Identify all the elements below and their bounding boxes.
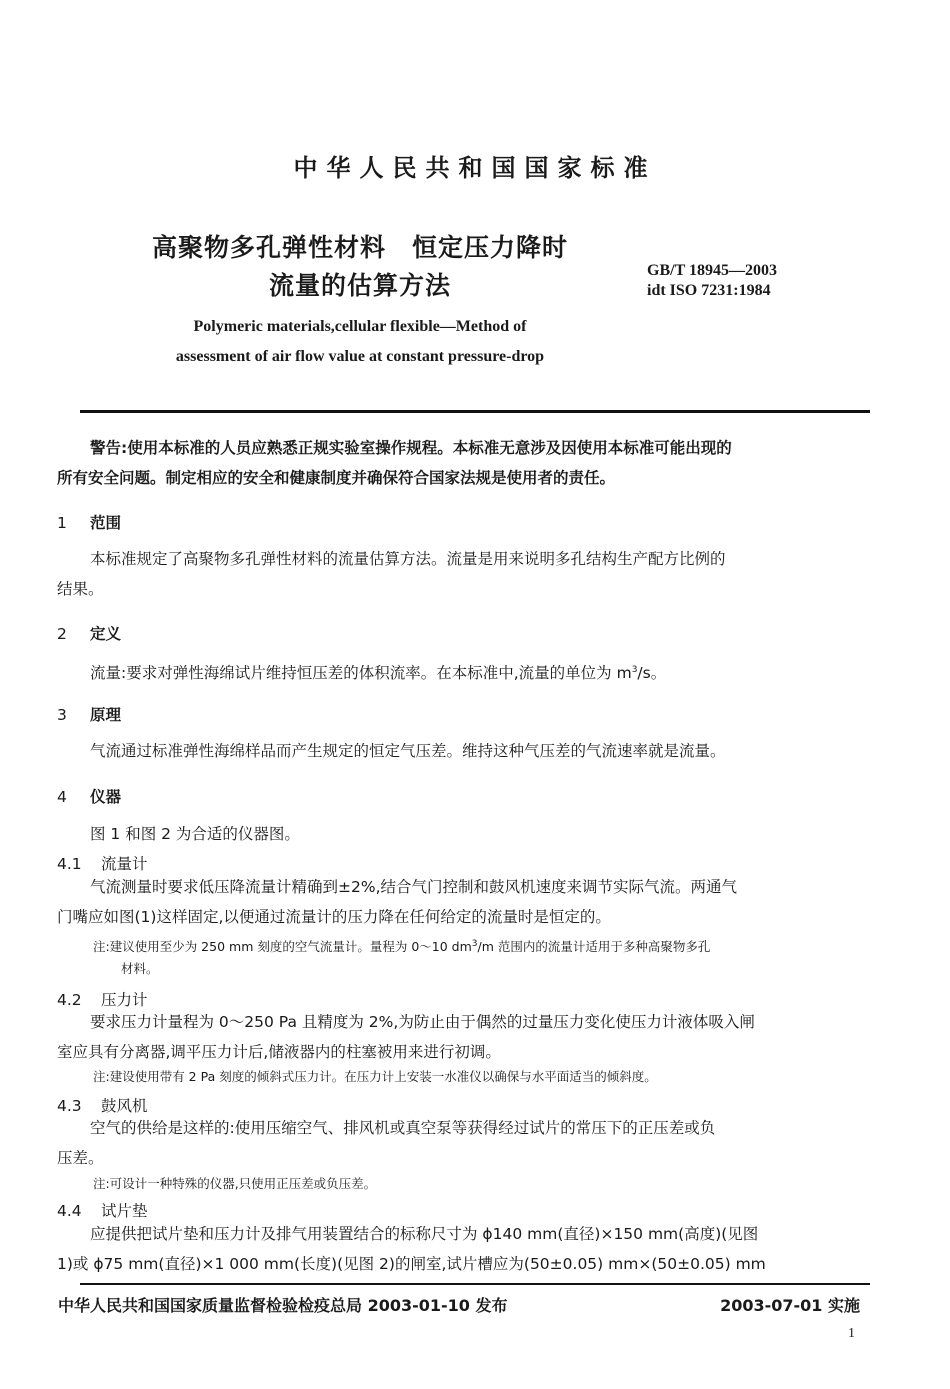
section-4-4-title: 试片垫 [101,1202,148,1220]
section-4-4-heading [57,1199,148,1221]
section-1-number: 1 [57,514,67,532]
section-4-1-note-b: /m 范围内的流量计适用于多种高聚物多孔 [477,939,711,955]
section-1-line-2: 结果。 [57,580,104,598]
section-4-4-number: 4.4 [57,1202,82,1220]
section-4-heading [57,785,121,807]
section-4-1-note-sup: 3 [471,939,478,949]
section-2-title: 定义 [90,625,122,643]
section-1-line-1: 本标准规定了高聚物多孔弹性材料的流量估算方法。流量是用来说明多孔结构生产配方比例的 [90,550,726,568]
section-2-sup: 3 [631,665,638,675]
english-title-line-1: Polymeric materials,cellular flexible—Method of [193,318,527,335]
idt-reference: idt ISO 7231:1984 [647,282,771,299]
section-4-1-text [57,872,862,932]
section-4-4-line-2: 1)或 ϕ75 mm(直径)×1 000 mm(长度)(见图 2)的闸室,试片槽应为(50±0.05) mm×(50±0.05) mm [57,1255,766,1273]
section-4-3-title: 鼓风机 [101,1097,148,1115]
warning-paragraph [57,433,862,493]
standard-code: GB/T 18945—2003 [647,262,777,279]
section-4-4-text [57,1219,862,1279]
section-4-1-line-1: 气流测量时要求低压降流量计精确到±2%,结合气门控制和鼓风机速度来调节实际气流。两通气 [90,878,738,896]
section-4-1-note [93,933,863,980]
national-standard-heading: 中华人民共和国国家标准 [293,154,657,182]
section-4-3-line-1: 空气的供给是这样的:使用压缩空气、排风机或真空泵等获得经过试片的常压下的正压差或负 [90,1119,716,1137]
section-4-2-title: 压力计 [101,991,148,1009]
section-4-1-note-line-2: 材料。 [121,961,159,977]
section-2-heading [57,622,121,644]
section-4-1-number: 4.1 [57,855,82,873]
warning-line-1: 警告:使用本标准的人员应熟悉正规实验室操作规程。本标准无意涉及因使用本标准可能出现的 [90,439,732,457]
section-4-3-line-2: 压差。 [57,1149,104,1167]
section-4-number: 4 [57,788,67,806]
section-3-line: 气流通过标准弹性海绵样品而产生规定的恒定气压差。维持这种气压差的气流速率就是流量。 [90,742,726,760]
footer-effective-date: 2003-07-01 实施 [720,1296,860,1315]
section-2-text-a: 流量:要求对弹性海绵试片维持恒压差的体积流率。在本标准中,流量的单位为 m [90,664,632,683]
section-4-1-note-a: 注:建议使用至少为 250 mm 刻度的空气流量计。量程为 0～10 dm [93,939,472,955]
section-4-title: 仪器 [90,788,122,806]
section-2-text-b: /s。 [637,664,667,683]
section-4-line: 图 1 和图 2 为合适的仪器图。 [90,825,300,843]
footer-issuer: 中华人民共和国国家质量监督检验检疫总局 2003-01-10 发布 [58,1296,508,1315]
section-2-number: 2 [57,625,67,643]
section-1-title: 范围 [90,514,122,532]
warning-line-2: 所有安全问题。制定相应的安全和健康制度并确保符合国家法规是使用者的责任。 [57,469,616,487]
section-4-2-line-1: 要求压力计量程为 0～250 Pa 且精度为 2%,为防止由于偶然的过量压力变化使压力计液体吸入闸 [90,1013,755,1031]
section-4-1-title: 流量计 [101,855,148,873]
section-4-2-number: 4.2 [57,991,82,1009]
section-4-1-heading [57,852,148,874]
footer-rule [80,1283,870,1285]
english-title-line-2: assessment of air flow value at constant pressure-drop [175,348,545,365]
section-3-text [57,736,862,766]
section-3-title: 原理 [90,706,122,724]
section-4-2-line-2: 室应具有分离器,调平压力计后,储液器内的柱塞被用来进行初调。 [57,1043,501,1061]
section-4-3-note: 注:可设计一种特殊的仪器,只使用正压差或负压差。 [93,1176,377,1191]
section-4-3-text [57,1113,862,1173]
section-4-2-text [57,1007,862,1067]
section-3-number: 3 [57,706,67,724]
section-1-text [57,544,862,604]
section-4-2-note: 注:建设使用带有 2 Pa 刻度的倾斜式压力计。在压力计上安装一水准仪以确保与水平面适当的倾斜度。 [93,1069,657,1084]
section-4-text [57,819,862,849]
page-number: 1 [848,1326,855,1341]
section-4-4-line-1: 应提供把试片垫和压力计及排气用装置结合的标称尺寸为 ϕ140 mm(直径)×150 mm(高度)(见图 [90,1225,759,1243]
title-line-1: 高聚物多孔弹性材料 恒定压力降时 [151,233,568,262]
title-line-2: 流量的估算方法 [268,271,451,300]
section-2-text [57,655,862,688]
section-1-heading [57,511,121,533]
header-rule [80,410,870,413]
section-4-1-line-2: 门嘴应如图(1)这样固定,以便通过流量计的压力降在任何给定的流量时是恒定的。 [57,908,611,926]
section-4-3-number: 4.3 [57,1097,82,1115]
section-3-heading [57,703,121,725]
